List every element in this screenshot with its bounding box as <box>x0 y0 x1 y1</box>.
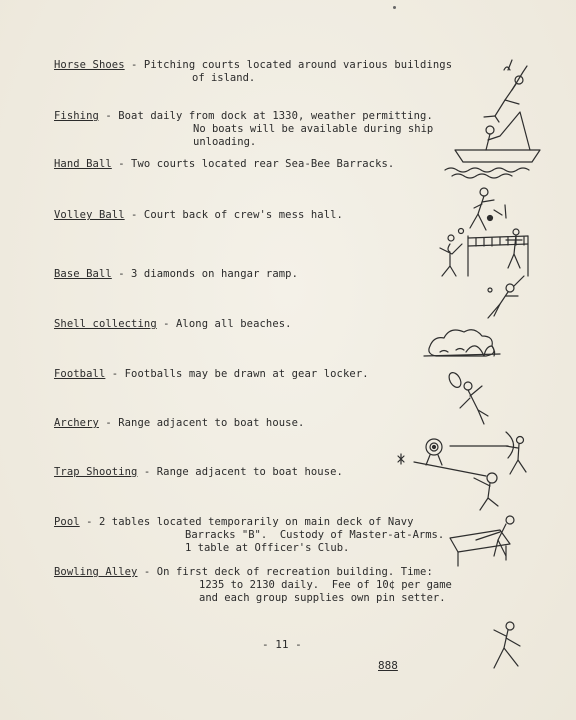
entry-text: - Footballs may be drawn at gear locker. <box>105 368 369 380</box>
entry-term: Shell collecting <box>54 318 157 330</box>
baseball-batter-figure <box>488 276 524 318</box>
entry-term: Bowling Alley <box>54 566 138 578</box>
volleyball-net-figures <box>440 229 528 277</box>
entry-continuation: Barracks "B". Custody of Master-at-Arms. <box>185 529 445 541</box>
entry-continuation: 1235 to 2130 daily. Fee of 10¢ per game <box>199 579 452 591</box>
entry-text: - Pitching courts located around various buildings <box>124 59 453 71</box>
entry-bowling-alley <box>54 566 433 579</box>
entry-term: Horse Shoes <box>54 59 125 71</box>
entry-term: Archery <box>54 417 99 429</box>
entry-text: - Two courts located rear Sea-Bee Barracks. <box>111 158 395 170</box>
entry-term: Fishing <box>54 110 99 122</box>
entry-term: Pool <box>54 516 80 528</box>
pool-player-at-table-figure <box>450 516 514 566</box>
entry-continuation: and each group supplies own pin setter. <box>199 592 446 604</box>
entry-fishing <box>54 110 433 123</box>
bowler-figure <box>494 622 520 668</box>
page-number: - 11 - <box>262 638 302 651</box>
entry-shell-collecting <box>54 318 292 331</box>
entry-term: Volley Ball <box>54 209 125 221</box>
entry-text: - 3 diamonds on hangar ramp. <box>111 268 299 280</box>
entry-term: Football <box>54 368 106 380</box>
football-player-figure <box>447 371 488 424</box>
entry-term: Hand Ball <box>54 158 112 170</box>
entry-text: - 2 tables located temporarily on main deck of Navy <box>79 516 414 528</box>
footer-code: 888 <box>378 659 398 672</box>
entry-continuation: No boats will be available during ship <box>193 123 434 135</box>
entry-football <box>54 368 369 381</box>
entry-term: Trap Shooting <box>54 466 138 478</box>
entry-pool <box>54 516 414 529</box>
entry-continuation: unloading. <box>193 136 257 148</box>
entry-text: - Range adjacent to boat house. <box>98 417 305 429</box>
horseshoe-thrower-figure <box>484 60 527 122</box>
entry-text: - Range adjacent to boat house. <box>137 466 343 478</box>
shell-beach-scene <box>424 330 500 356</box>
entry-trap-shooting <box>54 466 343 479</box>
trap-shooter-figure <box>398 454 498 510</box>
entry-hand-ball <box>54 158 394 171</box>
entry-text: - On first deck of recreation building. Time: <box>137 566 433 578</box>
archer-with-target-figure <box>426 432 526 474</box>
entry-term: Base Ball <box>54 268 112 280</box>
entry-continuation: of island. <box>192 72 256 84</box>
entry-text: - Court back of crew's mess hall. <box>124 209 343 221</box>
entry-text: - Boat daily from dock at 1330, weather permitting. <box>98 110 433 122</box>
speck <box>393 6 396 9</box>
entry-continuation: 1 table at Officer's Club. <box>185 542 350 554</box>
entry-volley-ball <box>54 209 343 222</box>
entry-text: - Along all beaches. <box>156 318 292 330</box>
entry-base-ball <box>54 268 298 281</box>
fisherman-in-boat-figure <box>445 112 540 178</box>
entry-archery <box>54 417 304 430</box>
handball-player-figure <box>470 188 506 230</box>
entry-horse-shoes <box>54 59 452 72</box>
